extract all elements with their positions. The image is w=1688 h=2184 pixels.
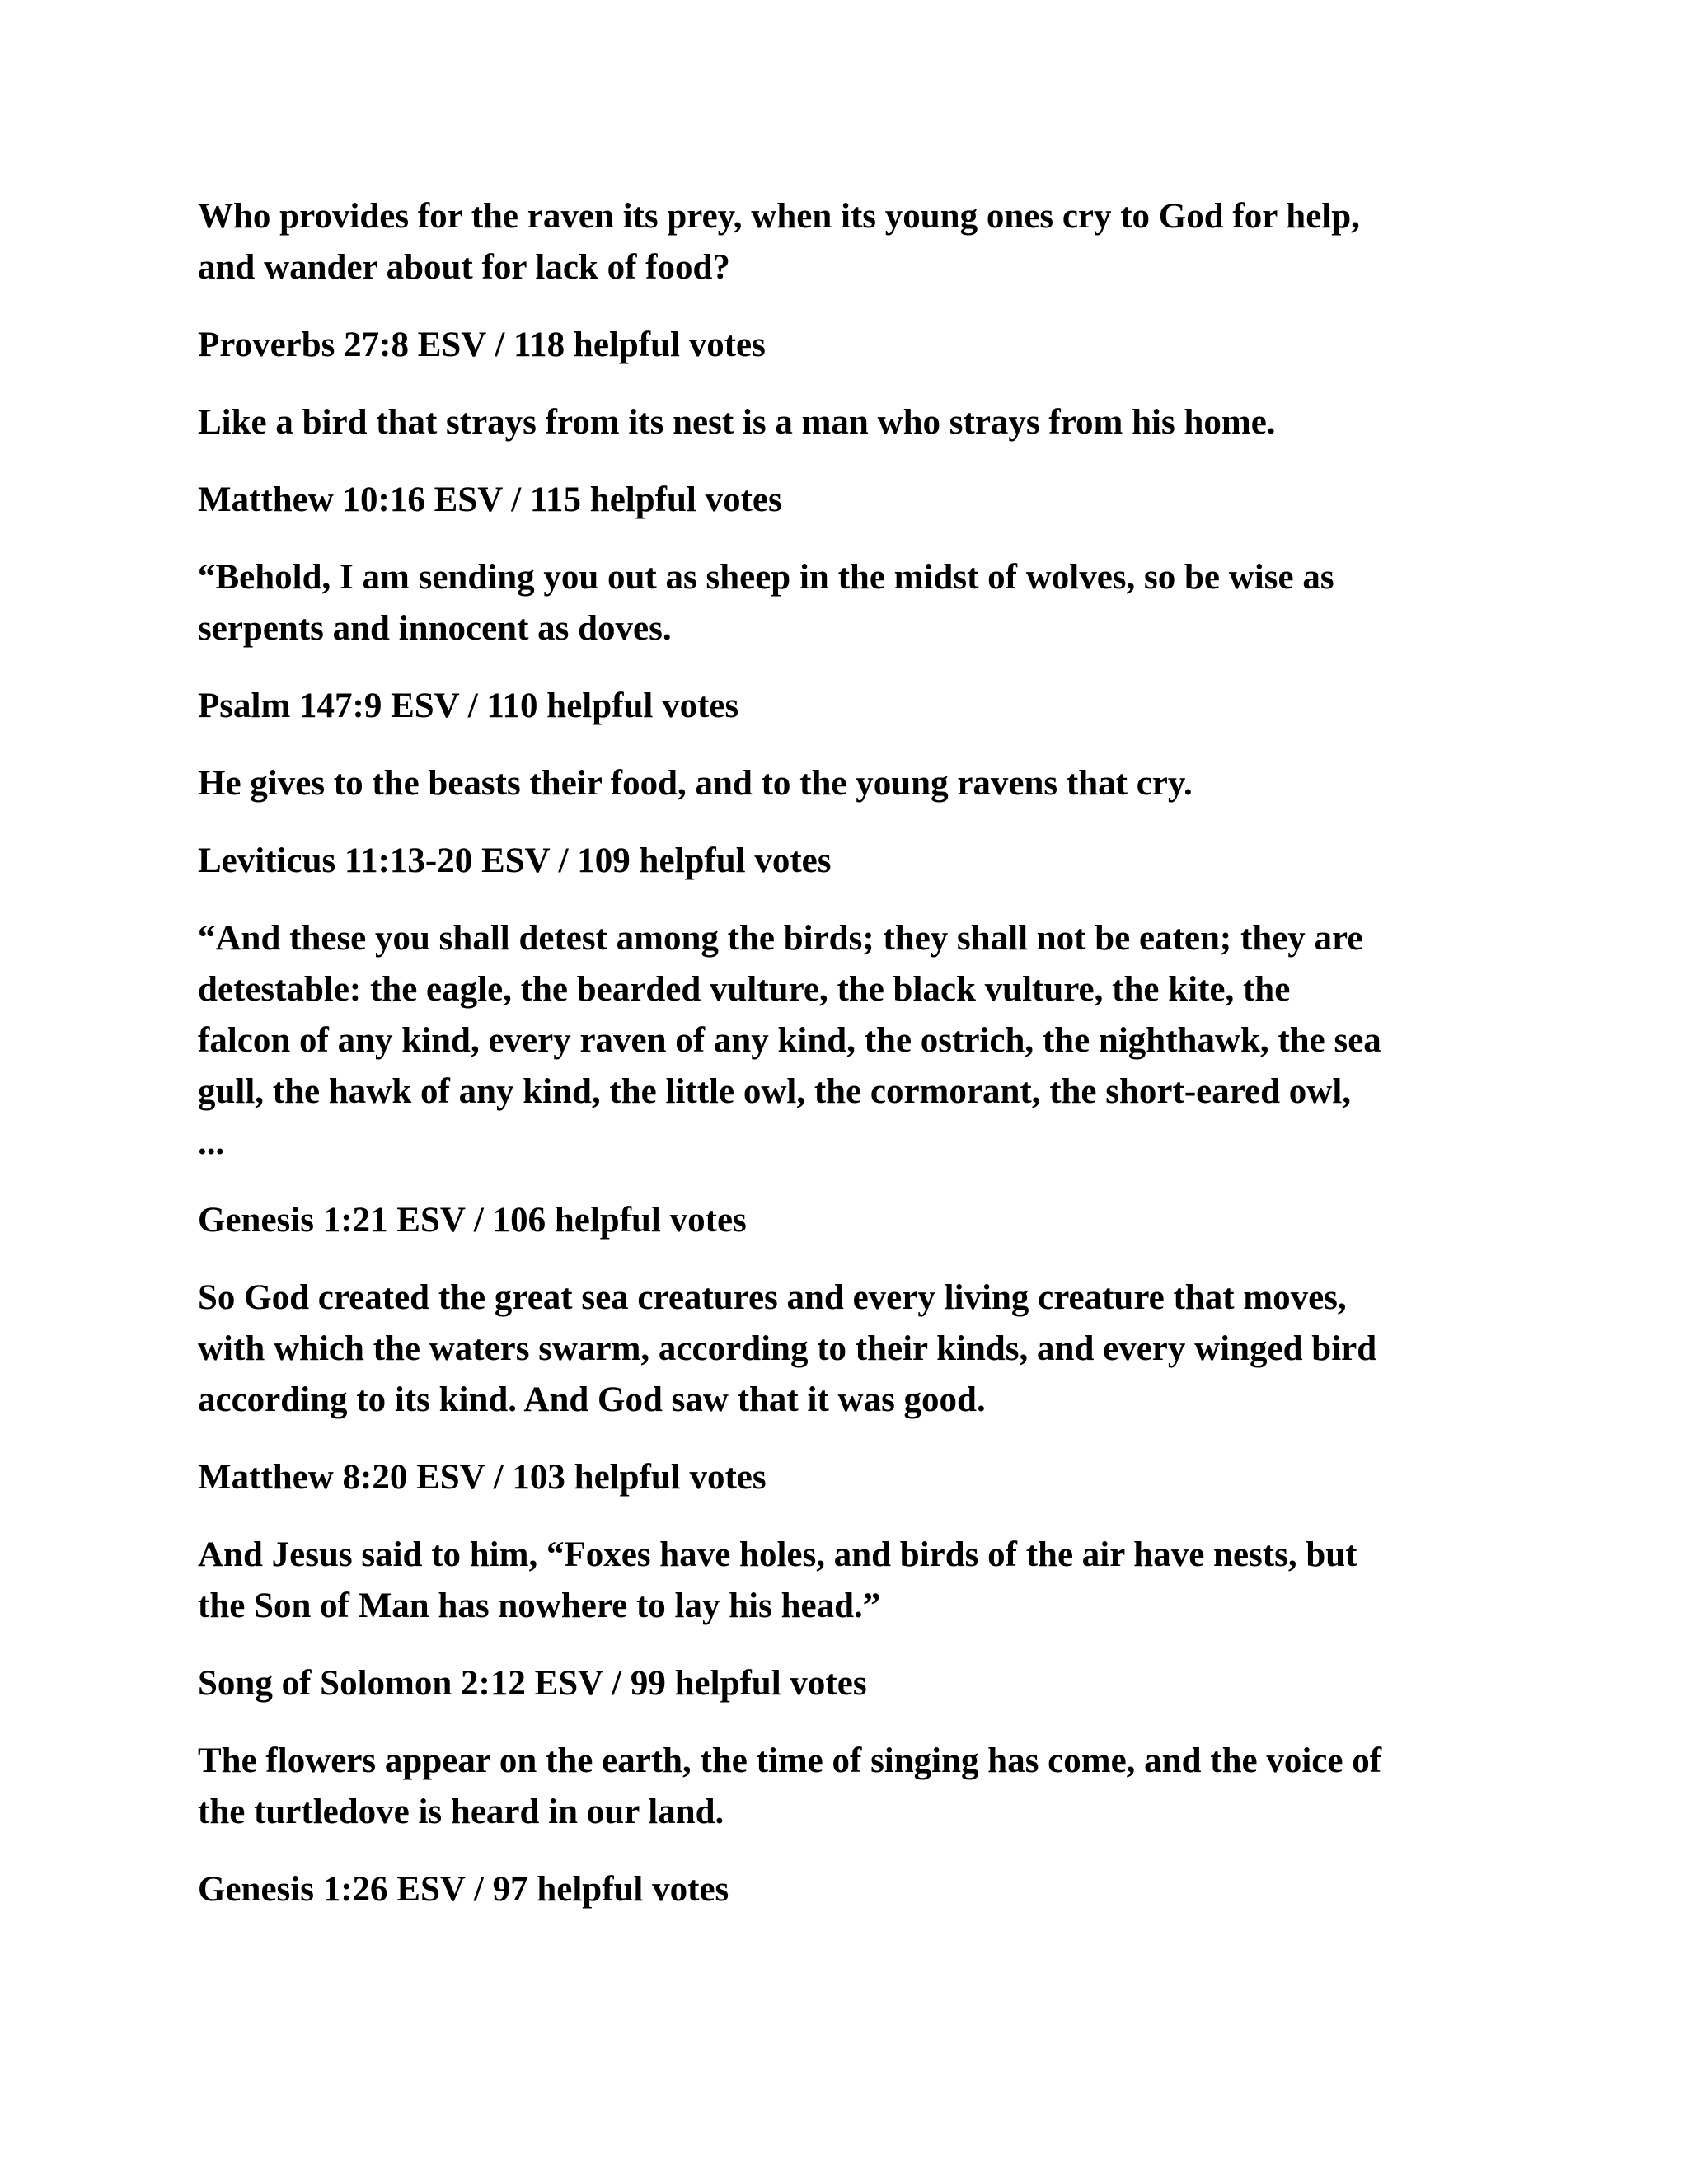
text-line: The flowers appear on the earth, the time of singing has come, and the voice of — [198, 1741, 1382, 1780]
text-line: with which the waters swarm, according to their kinds, and every winged bird — [198, 1329, 1377, 1368]
text-line: So God created the great sea creatures and every living creature that moves, — [198, 1278, 1347, 1317]
text-line: Genesis 1:26 ESV / 97 helpful votes — [198, 1870, 729, 1909]
verse-reference — [198, 475, 1517, 526]
verse-reference — [198, 1452, 1517, 1503]
verse-text — [198, 1272, 1517, 1426]
text-line: “And these you shall detest among the birds; they shall not be eaten; they are — [198, 919, 1363, 958]
text-line: according to its kind. And God saw that it was good. — [198, 1380, 986, 1419]
text-line: ... — [198, 1123, 225, 1162]
text-line: He gives to the beasts their food, and to the young ravens that cry. — [198, 764, 1193, 803]
text-line: gull, the hawk of any kind, the little owl, the cormorant, the short-eared owl, — [198, 1072, 1352, 1111]
text-line: Who provides for the raven its prey, when its young ones cry to God for help, — [198, 197, 1360, 236]
text-line: Matthew 8:20 ESV / 103 helpful votes — [198, 1458, 767, 1497]
text-line: the turtledove is heard in our land. — [198, 1793, 724, 1831]
text-line: Song of Solomon 2:12 ESV / 99 helpful votes — [198, 1664, 867, 1703]
document-page — [198, 191, 1517, 1942]
verse-text — [198, 397, 1517, 448]
verse-reference — [198, 836, 1517, 887]
text-line: Matthew 10:16 ESV / 115 helpful votes — [198, 480, 782, 519]
text-line: And Jesus said to him, “Foxes have holes, and birds of the air have nests, but — [198, 1535, 1357, 1574]
text-line: Leviticus 11:13-20 ESV / 109 helpful votes — [198, 841, 832, 880]
verse-text — [198, 552, 1517, 654]
verse-text — [198, 1736, 1517, 1838]
text-line: Proverbs 27:8 ESV / 118 helpful votes — [198, 326, 766, 364]
verse-reference — [198, 1195, 1517, 1246]
verse-reference — [198, 681, 1517, 732]
text-line: and wander about for lack of food? — [198, 248, 730, 287]
text-line: falcon of any kind, every raven of any kind, the ostrich, the nighthawk, the sea — [198, 1021, 1381, 1060]
verse-text — [198, 191, 1517, 293]
verse-reference — [198, 1864, 1517, 1915]
verse-text — [198, 913, 1517, 1169]
text-line: Psalm 147:9 ESV / 110 helpful votes — [198, 687, 739, 725]
text-line: detestable: the eagle, the bearded vulture, the black vulture, the kite, the — [198, 970, 1291, 1009]
text-line: Like a bird that strays from its nest is a man who strays from his home. — [198, 403, 1276, 442]
text-line: the Son of Man has nowhere to lay his head.” — [198, 1586, 881, 1625]
verse-text — [198, 1530, 1517, 1632]
verse-reference — [198, 1658, 1517, 1709]
verse-reference — [198, 320, 1517, 371]
text-line: serpents and innocent as doves. — [198, 609, 672, 648]
text-line: Genesis 1:21 ESV / 106 helpful votes — [198, 1201, 747, 1240]
text-line: “Behold, I am sending you out as sheep in the midst of wolves, so be wise as — [198, 558, 1334, 597]
verse-text — [198, 758, 1517, 809]
